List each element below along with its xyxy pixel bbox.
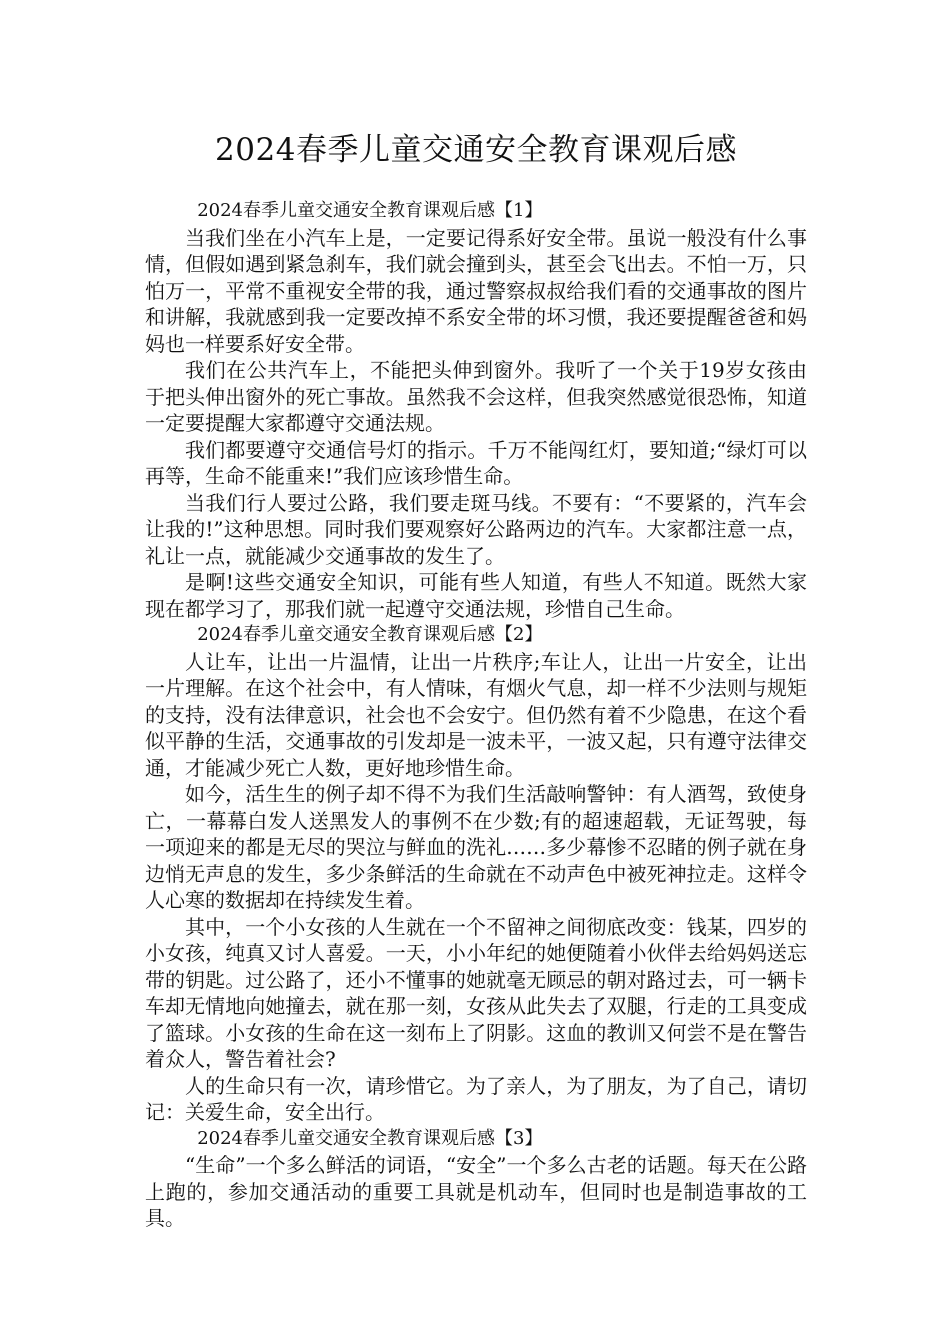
paragraph: 我们都要遵守交通信号灯的指示。千万不能闯红灯，要知道;“绿灯可以再等，生命不能重来!”我们应该珍惜生命。 (145, 437, 807, 488)
section-heading: 2024春季儿童交通安全教育课观后感【3】 (197, 1127, 543, 1149)
section-heading: 2024春季儿童交通安全教育课观后感【2】 (197, 624, 543, 645)
paragraph: 如今，活生生的例子却不得不为我们生活敲响警钟：有人酒驾，致使身亡，一幕幕白发人送黑发人的事例不在少数;有的超速超载，无证驾驶，每一项迎来的都是无尽的哭泣与鲜血的洗礼……多少幕惨不忍睹的例子就在身边悄无声息的发生，多少条鲜活的生命就在不动声色中被死神拉走。这样令人心寒的数据却在持续发生着。 (145, 782, 807, 912)
paragraph: 人让车，让出一片温情，让出一片秩序;车让人，让出一片安全，让出一片理解。在这个社会中，有人情味，有烟火气息，却一样不少法则与规矩的支持，没有法律意识，社会也不会安宁。但仍然有着不少隐患，在这个看似平静的生活，交通事故的引发却是一波未平，一波又起，只有遵守法律交通，才能减少死亡人数，更好地珍惜生命。 (145, 649, 807, 780)
document-body (145, 198, 807, 1232)
paragraph: 是啊!这些交通安全知识，可能有些人知道，有些人不知道。既然大家现在都学习了，那我们就一起遵守交通法规，珍惜自己生命。 (145, 570, 807, 621)
section-heading: 2024春季儿童交通安全教育课观后感【1】 (197, 200, 543, 221)
section-1 (145, 198, 807, 622)
section-3 (145, 1126, 807, 1232)
paragraph: “生命”一个多么鲜活的词语，“安全”一个多么古老的话题。每天在公路上跑的，参加交通活动的重要工具就是机动车，但同时也是制造事故的工具。 (145, 1153, 807, 1230)
paragraph: 其中，一个小女孩的人生就在一个不留神之间彻底改变：钱某，四岁的小女孩，纯真又讨人喜爱。一天，小小年纪的她便随着小伙伴去给妈妈送忘带的钥匙。过公路了，还小不懂事的她就毫无顾忌的朝对路过去，可一辆卡车却无情地向她撞去，就在那一刻，女孩从此失去了双腿，行走的工具变成了篮球。小女孩的生命在这一刻布上了阴影。这血的教训又何尝不是在警告着众人，警告着社会? (145, 914, 807, 1071)
paragraph: 我们在公共汽车上，不能把头伸到窗外。我听了一个关于19岁女孩由于把头伸出窗外的死亡事故。虽然我不会这样，但我突然感觉很恐怖，知道一定要提醒大家都遵守交通法规。 (145, 358, 807, 435)
paragraph: 当我们坐在小汽车上是，一定要记得系好安全带。虽说一般没有什么事情，但假如遇到紧急刹车，我们就会撞到头，甚至会飞出去。不怕一万，只怕万一，平常不重视安全带的我，通过警察叔叔给我们看的交通事故的图片和讲解，我就感到我一定要改掉不系安全带的坏习惯，我还要提醒爸爸和妈妈也一样要系好安全带。 (145, 225, 807, 356)
paragraph: 人的生命只有一次，请珍惜它。为了亲人，为了朋友，为了自己，请切记：关爱生命，安全出行。 (145, 1073, 807, 1124)
section-2 (145, 622, 807, 1126)
paragraph: 当我们行人要过公路，我们要走斑马线。不要有：“不要紧的，汽车会让我的!”这种思想。同时我们要观察好公路两边的汽车。大家都注意一点，礼让一点，就能减少交通事故的发生了。 (145, 490, 807, 568)
document-title: 2024春季儿童交通安全教育课观后感 (215, 132, 737, 168)
